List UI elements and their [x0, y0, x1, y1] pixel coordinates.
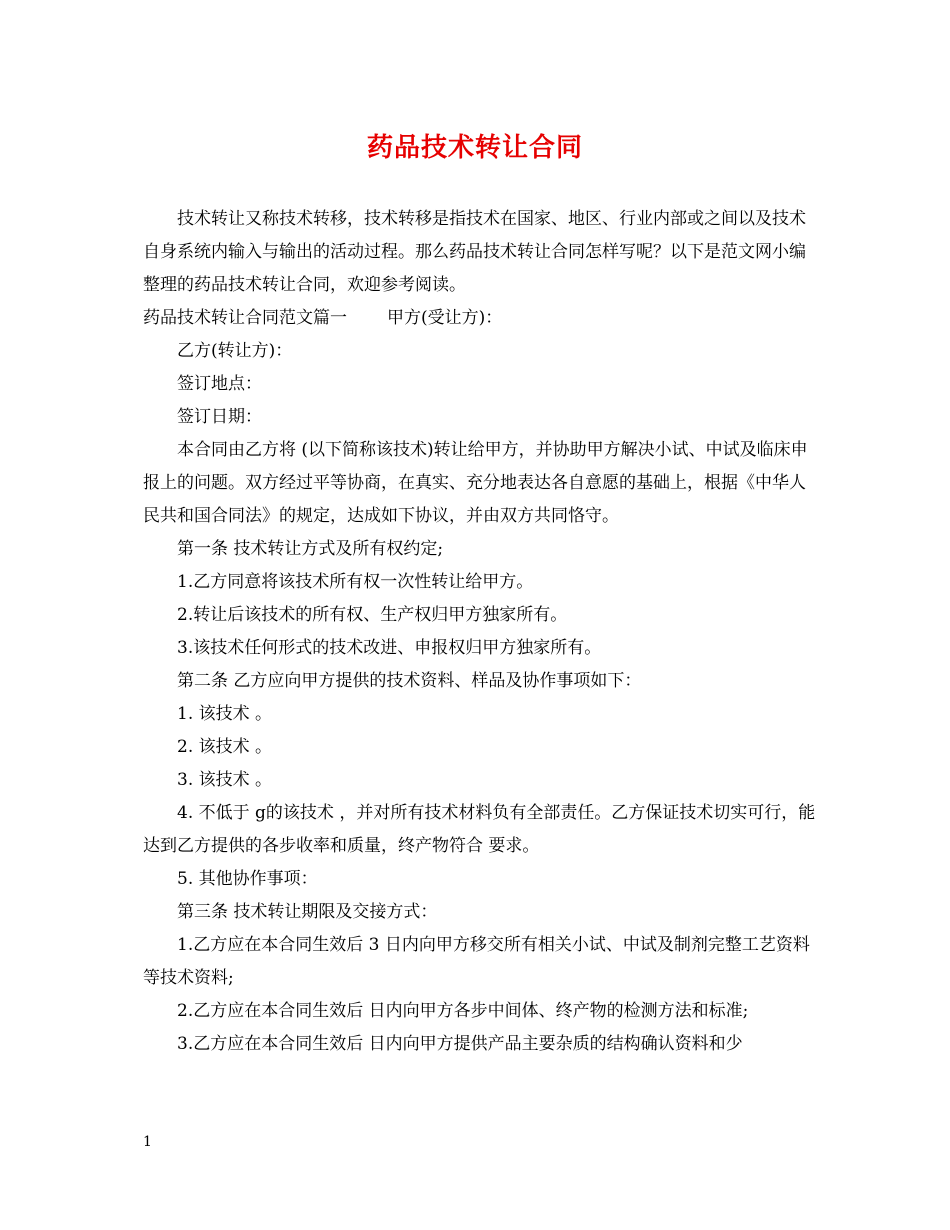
article-2-item-1: 1. 该技术 。 — [177, 704, 273, 724]
intro-paragraph: 技术转让又称技术转移，技术转移是指技术在国家、地区、行业内部或之间以及技术自身系统内输入与输出的活动过程。那么药品技术转让合同怎样写呢？以下是范文网小编整理的药品技术转让合同，欢迎参考阅读。 — [143, 209, 806, 295]
article-1-heading: 第一条 技术转让方式及所有权约定; — [177, 539, 444, 559]
section-heading-line — [143, 302, 818, 335]
article-1-item-1: 1.乙方同意将该技术所有权一次性转让给甲方。 — [177, 572, 534, 592]
article-3-item-2: 2.乙方应在本合同生效后 日内向甲方各步中间体、终产物的检测方法和标准; — [177, 1001, 749, 1021]
article-2-item-4: 4. 不低于 g的该技术 ，并对所有技术材料负有全部责任。乙方保证技术切实可行，能达到乙方提供的各步收率和质量，终产物符合 要求。 — [143, 803, 816, 856]
document-body — [143, 203, 818, 1061]
party-b-label: 乙方(转让方)： — [177, 341, 293, 361]
article-2-item-2: 2. 该技术 。 — [177, 737, 273, 757]
article-3-item-3: 3.乙方应在本合同生效后 日内向甲方提供产品主要杂质的结构确认资料和少 — [177, 1034, 743, 1054]
article-1-item-3: 3.该技术任何形式的技术改进、申报权归甲方独家所有。 — [177, 638, 602, 658]
preamble-paragraph: 本合同由乙方将 (以下简称该技术)转让给甲方，并协助甲方解决小试、中试及临床申报上的问题。双方经过平等协商，在真实、充分地表达各自意愿的基础上，根据《中华人民共和国合同法》的规定，达成如下协议，并由双方共同恪守。 — [143, 440, 808, 526]
section-heading: 药品技术转让合同范文篇一 — [143, 308, 347, 328]
article-1-item-2: 2.转让后该技术的所有权、生产权归甲方独家所有。 — [177, 605, 568, 625]
page-number: 1 — [143, 1134, 152, 1150]
signing-place-label: 签订地点： — [177, 374, 262, 394]
article-2-item-3: 3. 该技术 。 — [177, 770, 273, 790]
article-3-heading: 第三条 技术转让期限及交接方式： — [177, 902, 438, 922]
party-a-label: 甲方(受让方)： — [387, 308, 503, 328]
document-title: 药品技术转让合同 — [366, 133, 583, 163]
article-3-item-1: 1.乙方应在本合同生效后 3 日内向甲方移交所有相关小试、中试及制剂完整工艺资料等技术资料; — [143, 935, 810, 988]
article-2-item-5: 5. 其他协作事项： — [177, 869, 318, 889]
article-2-heading: 第二条 乙方应向甲方提供的技术资料、样品及协作事项如下： — [177, 671, 642, 691]
signing-date-label: 签订日期： — [177, 407, 262, 427]
